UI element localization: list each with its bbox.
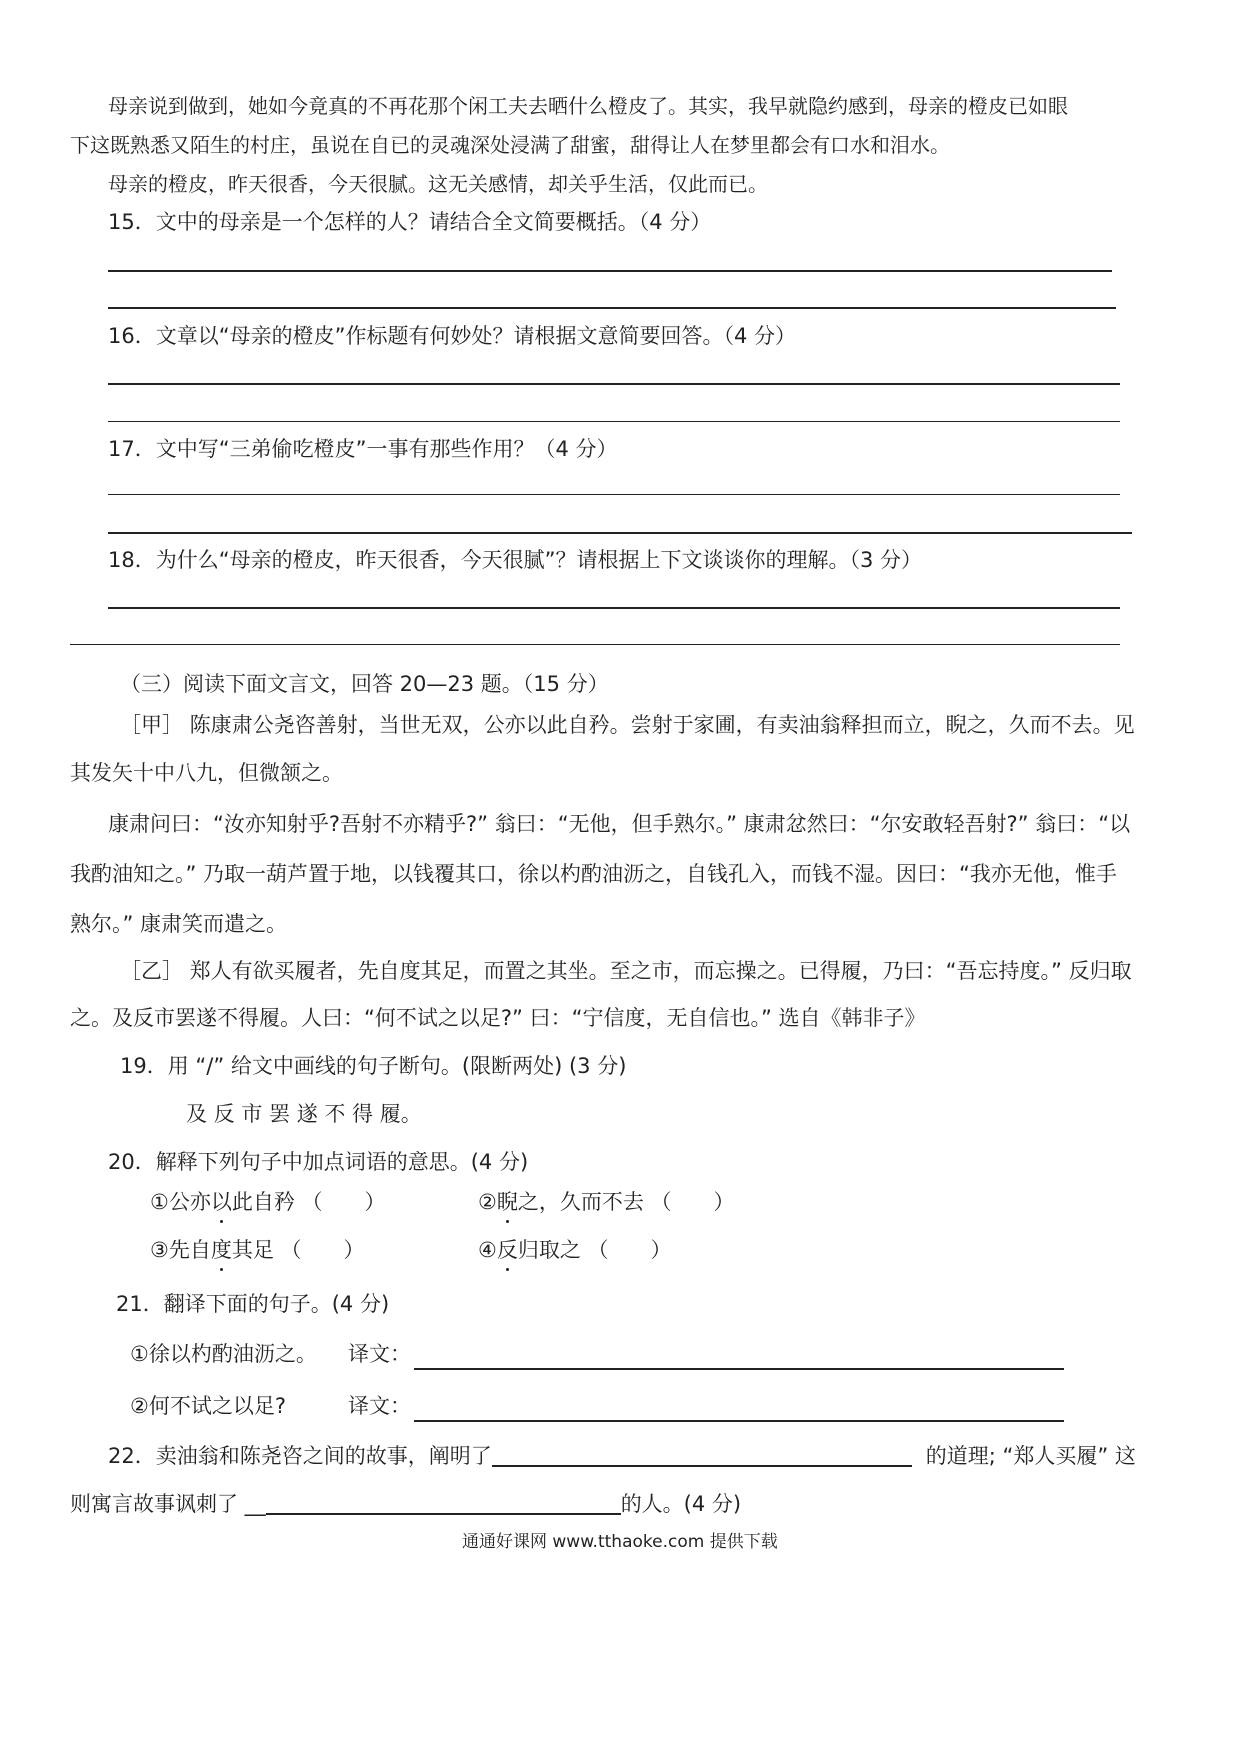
text-yi: 之。及反市罢遂不得履。人曰：“何不试之以足?” 曰：“宁信度，无自信也。” 选自《韩非子》	[70, 1006, 926, 1030]
q20-item-3: ③先自度其足 （ ）	[150, 1238, 365, 1262]
question-20: 20．解释下列句子中加点词语的意思。(4 分)	[108, 1150, 529, 1174]
question-22-line1: 22．卖油翁和陈尧咨之间的故事，阐明了 的道理; “郑人买履” 这	[108, 1444, 1136, 1468]
dotted-word: 睨	[496, 1190, 518, 1214]
answer-blank[interactable]	[492, 1443, 912, 1467]
answer-line[interactable]	[108, 532, 1132, 534]
passage-line: 母亲的橙皮，昨天很香，今天很腻。这无关感情，却关乎生活，仅此而已。	[108, 172, 768, 196]
translation-line[interactable]	[414, 1368, 1064, 1370]
answer-line[interactable]	[108, 270, 1112, 272]
question-17: 17．文中写“三弟偷吃橙皮”一事有那些作用？（4 分）	[108, 437, 618, 461]
footer-text: 通通好课网 www.tthaoke.com 提供下载	[462, 1532, 778, 1552]
text-jia: 熟尔。” 康肃笑而遣之。	[70, 912, 288, 936]
question-16: 16．文章以“母亲的橙皮”作标题有何妙处？请根据文意简要回答。（4 分）	[108, 324, 797, 348]
q21-item-1: ①徐以杓酌油沥之。	[130, 1342, 317, 1366]
answer-line[interactable]	[70, 644, 1120, 645]
dotted-word: 度	[210, 1238, 232, 1262]
answer-line[interactable]	[108, 307, 1116, 309]
question-22-line2: 则寓言故事讽刺了 __ 的人。(4 分)	[70, 1492, 742, 1516]
answer-line[interactable]	[108, 607, 1120, 609]
q20-item-4: ④反归取之 （ ）	[478, 1238, 672, 1262]
q21-item-2: ②何不试之以足?	[130, 1394, 286, 1418]
translation-label: 译文：	[348, 1394, 411, 1418]
question-21: 21．翻译下面的句子。(4 分)	[116, 1292, 390, 1316]
translation-label: 译文：	[348, 1342, 411, 1366]
question-19: 19．用 “/” 给文中画线的句子断句。(限断两处) (3 分)	[120, 1054, 627, 1078]
q20-item-1: ①公亦以此自矜 （ ）	[150, 1190, 386, 1214]
text-jia: 我酌油知之。” 乃取一葫芦置于地，以钱覆其口，徐以杓酌油沥之，自钱孔入，而钱不湿。因曰：“我亦无他，惟手	[70, 862, 1117, 886]
dotted-word: 以	[210, 1190, 232, 1214]
section-heading: （三）阅读下面文言文，回答 20—23 题。（15 分）	[120, 672, 609, 696]
passage-line: 母亲说到做到，她如今竟真的不再花那个闲工夫去晒什么橙皮了。其实，我早就隐约感到，母亲的橙皮已如眼	[108, 94, 1068, 118]
passage-line: 下这既熟悉又陌生的村庄，虽说在自已的灵魂深处浸满了甜蜜，甜得让人在梦里都会有口水和泪水。	[70, 133, 950, 157]
text-jia: ［甲］ 陈康肃公尧咨善射，当世无双，公亦以此自矜。尝射于家圃，有卖油翁释担而立，睨之，久而不去。见	[120, 713, 1135, 737]
translation-line[interactable]	[414, 1420, 1064, 1422]
answer-line[interactable]	[108, 421, 1120, 422]
sentence-to-split: 及 反 市 罢 遂 不 得 履。	[186, 1102, 422, 1126]
dotted-word: 反	[496, 1238, 518, 1262]
text-jia: 其发矢十中八九，但微颔之。	[70, 761, 343, 785]
question-18: 18．为什么“母亲的橙皮，昨天很香，今天很腻”？请根据上下文谈谈你的理解。（3 分）	[108, 548, 923, 572]
q20-item-2: ②睨之，久而不去 （ ）	[478, 1190, 735, 1214]
answer-blank[interactable]	[266, 1491, 621, 1515]
answer-line[interactable]	[108, 494, 1120, 495]
answer-line[interactable]	[108, 383, 1120, 385]
text-jia: 康肃问曰：“汝亦知射乎?吾射不亦精乎?” 翁曰：“无他，但手熟尔。” 康肃忿然曰：“尔安敢轻吾射?” 翁曰：“以	[108, 812, 1131, 836]
text-yi: ［乙］ 郑人有欲买履者，先自度其足，而置之其坐。至之市，而忘操之。已得履，乃曰：“吾忘持度。” 反归取	[120, 959, 1132, 983]
question-15: 15．文中的母亲是一个怎样的人？请结合全文简要概括。（4 分）	[108, 210, 712, 234]
